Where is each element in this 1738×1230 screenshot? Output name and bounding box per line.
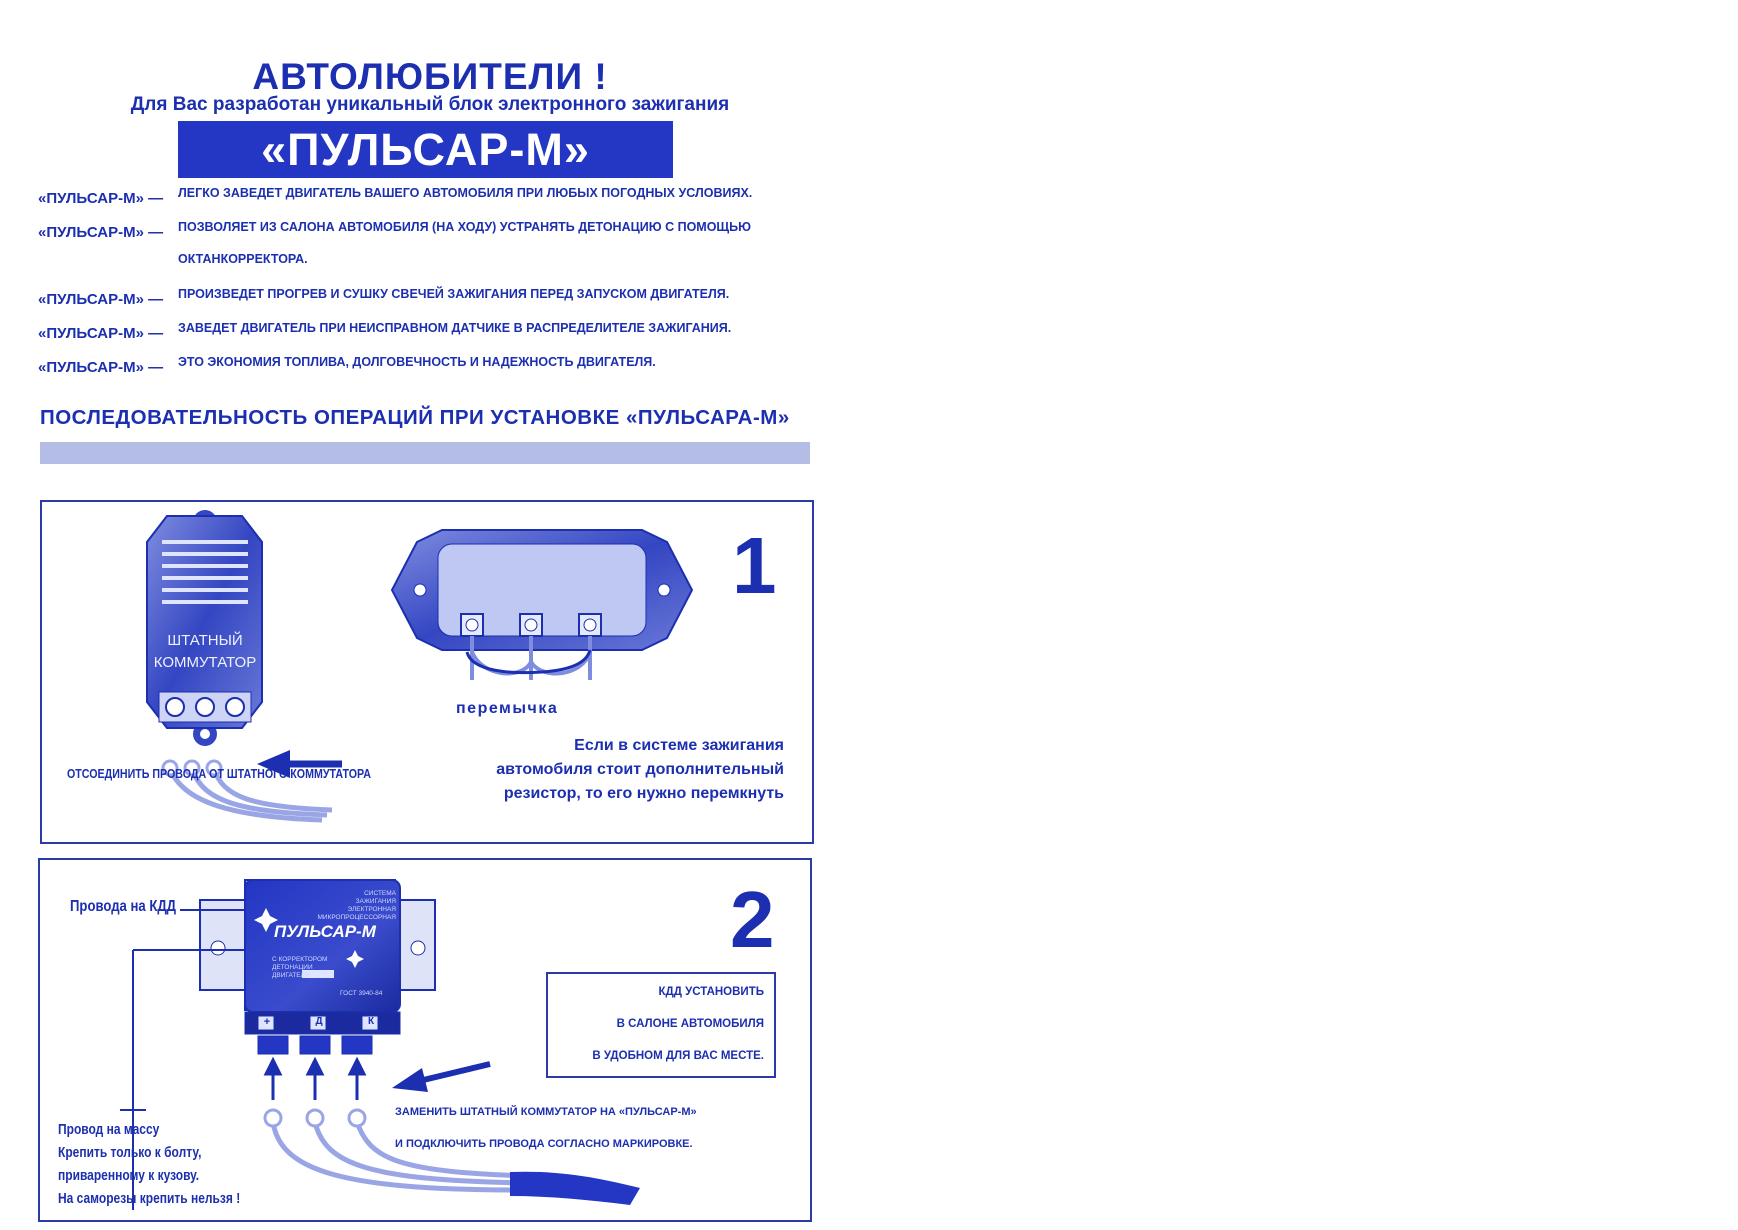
commutator-label: КОММУТАТОР bbox=[153, 654, 257, 671]
device-caption: ЗАЖИГАНИЯ bbox=[355, 898, 396, 905]
feature-item bbox=[38, 219, 858, 269]
feature-text: ЭТО ЭКОНОМИЯ ТОПЛИВА, ДОЛГОВЕЧНОСТЬ И НАДЕЖНОСТЬ ДВИГАТЕЛЯ. bbox=[178, 355, 656, 369]
page-title: АВТОЛЮБИТЕЛИ ! bbox=[252, 56, 608, 97]
device-caption: ЭЛЕКТРОННАЯ bbox=[347, 906, 396, 913]
kdd-instruction: КДД УСТАНОВИТЬ bbox=[658, 986, 764, 998]
arrow-up-icon bbox=[266, 1060, 364, 1100]
terminal-label: Д bbox=[315, 1016, 323, 1027]
step-number: 1 bbox=[732, 521, 777, 610]
terminal-label: К bbox=[367, 1016, 375, 1027]
kdd-instruction: В УДОБНОМ ДЛЯ ВАС МЕСТЕ. bbox=[592, 1050, 764, 1062]
step-2-panel bbox=[38, 858, 812, 1222]
device-caption: ДЕТОНАЦИИ bbox=[272, 964, 313, 971]
resistor-note: Если в системе зажигания bbox=[574, 737, 784, 754]
feature-name: «ПУЛЬСАР-М» — bbox=[38, 190, 164, 207]
feature-text: ПРОИЗВЕДЕТ ПРОГРЕВ И СУШКУ СВЕЧЕЙ ЗАЖИГАНИЯ ПЕРЕД ЗАПУСКОМ ДВИГАТЕЛЯ. bbox=[178, 287, 730, 301]
page-subtitle: Для Вас разработан уникальный блок электронного зажигания bbox=[130, 94, 730, 115]
device-gost: ГОСТ 3940-84 bbox=[340, 990, 383, 997]
feature-text-continued: ОКТАНКОРРЕКТОРА. bbox=[178, 252, 308, 266]
feature-name: «ПУЛЬСАР-М» — bbox=[38, 325, 164, 342]
commutator-label: ШТАТНЫЙ bbox=[167, 632, 243, 649]
resistor-note: резистор, то его нужно перемкнуть bbox=[503, 785, 784, 802]
brand-banner: «ПУЛЬСАР-М» bbox=[178, 121, 673, 178]
feature-text: ЛЕГКО ЗАВЕДЕТ ДВИГАТЕЛЬ ВАШЕГО АВТОМОБИЛЯ ПРИ ЛЮБЫХ ПОГОДНЫХ УСЛОВИЯХ. bbox=[178, 186, 753, 200]
feature-name: «ПУЛЬСАР-М» — bbox=[38, 224, 164, 241]
ground-note: Крепить только к болту, bbox=[58, 1144, 202, 1161]
device-caption: С КОРРЕКТОРОМ bbox=[272, 956, 328, 963]
disconnect-instruction: ОТСОЕДИНИТЬ ПРОВОДА ОТ ШТАТНОГО КОММУТАТОРА bbox=[67, 766, 371, 781]
feature-text: ЗАВЕДЕТ ДВИГАТЕЛЬ ПРИ НЕИСПРАВНОМ ДАТЧИКЕ В РАСПРЕДЕЛИТЕЛЕ ЗАЖИГАНИЯ. bbox=[178, 321, 732, 335]
ground-note: Провод на массу bbox=[58, 1121, 160, 1138]
replace-instruction: И ПОДКЛЮЧИТЬ ПРОВОДА СОГЛАСНО МАРКИРОВКЕ. bbox=[395, 1138, 693, 1150]
device-name: ПУЛЬСАР-М bbox=[274, 922, 376, 941]
kdd-wires-label: Провода на КДД bbox=[70, 898, 177, 915]
step-number: 2 bbox=[730, 875, 775, 964]
arrow-left-icon bbox=[392, 1068, 428, 1092]
replace-instruction: ЗАМЕНИТЬ ШТАТНЫЙ КОММУТАТОР НА «ПУЛЬСАР-М» bbox=[395, 1106, 697, 1118]
feature-name: «ПУЛЬСАР-М» — bbox=[38, 359, 164, 376]
resistor-note: автомобиля стоит дополнительный bbox=[496, 761, 784, 778]
sequence-heading: ПОСЛЕДОВАТЕЛЬНОСТЬ ОПЕРАЦИЙ ПРИ УСТАНОВКЕ «ПУЛЬСАРА-М» bbox=[40, 406, 790, 429]
kdd-instruction: В САЛОНЕ АВТОМОБИЛЯ bbox=[616, 1018, 764, 1030]
feature-name: «ПУЛЬСАР-М» — bbox=[38, 291, 164, 308]
ground-note: На саморезы крепить нельзя ! bbox=[58, 1190, 241, 1207]
device-caption: МИКРОПРОЦЕССОРНАЯ bbox=[317, 914, 396, 921]
feature-text: ПОЗВОЛЯЕТ ИЗ САЛОНА АВТОМОБИЛЯ (НА ХОДУ) УСТРАНЯТЬ ДЕТОНАЦИЮ С ПОМОЩЬЮ bbox=[178, 220, 752, 234]
jumper-label: перемычка bbox=[456, 700, 559, 717]
feature-item bbox=[38, 286, 858, 316]
stock-commutator-icon bbox=[147, 510, 262, 746]
terminal-label: + bbox=[263, 1016, 271, 1028]
cable-icon bbox=[510, 1172, 640, 1205]
step-1-panel bbox=[40, 500, 814, 844]
ground-note: приваренному к кузову. bbox=[58, 1167, 200, 1184]
resistor-icon bbox=[392, 530, 692, 650]
feature-item bbox=[38, 320, 858, 350]
kdd-instruction-box bbox=[546, 972, 776, 1078]
device-caption: СИСТЕМА bbox=[364, 890, 396, 897]
feature-item bbox=[38, 185, 858, 215]
decorative-band bbox=[40, 442, 810, 464]
device-caption: ДВИГАТЕЛЯ bbox=[272, 972, 310, 979]
feature-item bbox=[38, 354, 858, 384]
